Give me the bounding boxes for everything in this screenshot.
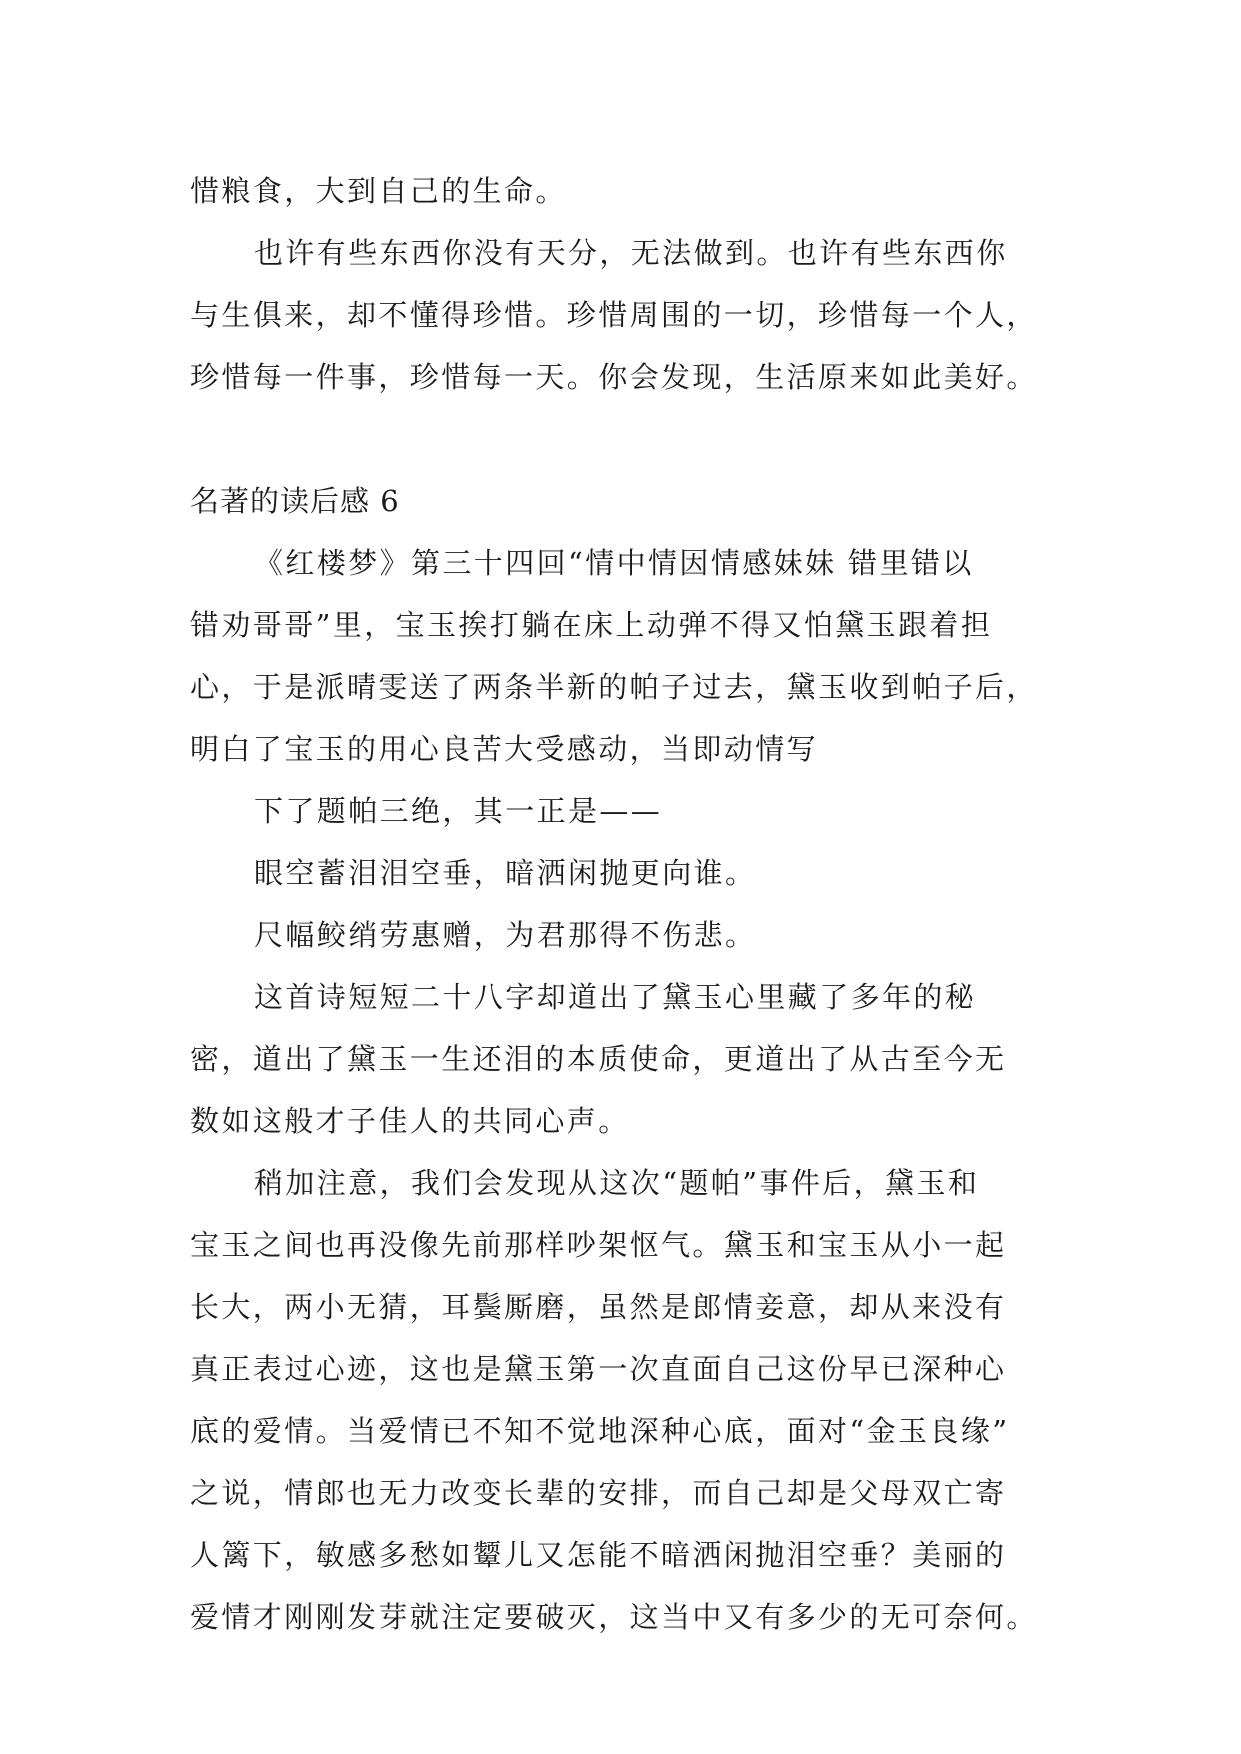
text-line: 之说，情郎也无力改变长辈的安排，而自己却是父母双亡寄 bbox=[190, 1476, 1007, 1510]
text-line: 宝玉之间也再没像先前那样吵架怄气。黛玉和宝玉从小一起 bbox=[190, 1228, 1007, 1262]
text-line: 人篱下，敏感多愁如颦儿又怎能不暗洒闲抛泪空垂？美丽的 bbox=[190, 1538, 1007, 1572]
section-gap bbox=[190, 408, 1060, 470]
text-line: 数如这般才子佳人的共同心声。 bbox=[190, 1104, 630, 1138]
text-line: 惜粮食，大到自己的生命。 bbox=[190, 174, 567, 208]
paragraph-first-line: 也许有些东西你没有天分，无法做到。也许有些东西你 bbox=[254, 236, 1008, 270]
paragraph-first-line: 稍加注意，我们会发现从这次“题帕”事件后，黛玉和 bbox=[254, 1166, 980, 1200]
text-line: 与生俱来，却不懂得珍惜。珍惜周围的一切，珍惜每一个人， bbox=[190, 298, 1038, 332]
poem-line: 尺幅鲛绡劳惠赠，为君那得不伤悲。 bbox=[254, 918, 757, 952]
text-line: 珍惜每一件事，珍惜每一天。你会发现，生活原来如此美好。 bbox=[190, 360, 1038, 394]
text-line: 真正表过心迹，这也是黛玉第一次直面自己这份早已深种心 bbox=[190, 1352, 1007, 1386]
text-line: 密，道出了黛玉一生还泪的本质使命，更道出了从古至今无 bbox=[190, 1042, 1007, 1076]
text-line: 爱情才刚刚发芽就注定要破灭，这当中又有多少的无可奈何。 bbox=[190, 1600, 1038, 1634]
paragraph-first-line: 这首诗短短二十八字却道出了黛玉心里藏了多年的秘 bbox=[254, 980, 977, 1014]
poem-line: 眼空蓄泪泪空垂，暗洒闲抛更向谁。 bbox=[254, 856, 757, 890]
text-line: 明白了宝玉的用心良苦大受感动，当即动情写 bbox=[190, 732, 819, 766]
section-heading: 名著的读后感 6 bbox=[190, 484, 400, 518]
text-line: 错劝哥哥”里，宝玉挨打躺在床上动弹不得又怕黛玉跟着担 bbox=[190, 608, 993, 642]
document-page bbox=[190, 160, 1060, 1648]
paragraph-first-line: 下了题帕三绝，其一正是—— bbox=[254, 794, 663, 828]
paragraph-first-line: 《红楼梦》第三十四回“情中情因情感妹妹 错里错以 bbox=[254, 546, 974, 580]
text-line: 心，于是派晴雯送了两条半新的帕子过去，黛玉收到帕子后， bbox=[190, 670, 1038, 704]
text-line: 底的爱情。当爱情已不知不觉地深种心底，面对“金玉良缘” bbox=[190, 1414, 1010, 1448]
text-line: 长大，两小无猜，耳鬓厮磨，虽然是郎情妾意，却从来没有 bbox=[190, 1290, 1007, 1324]
